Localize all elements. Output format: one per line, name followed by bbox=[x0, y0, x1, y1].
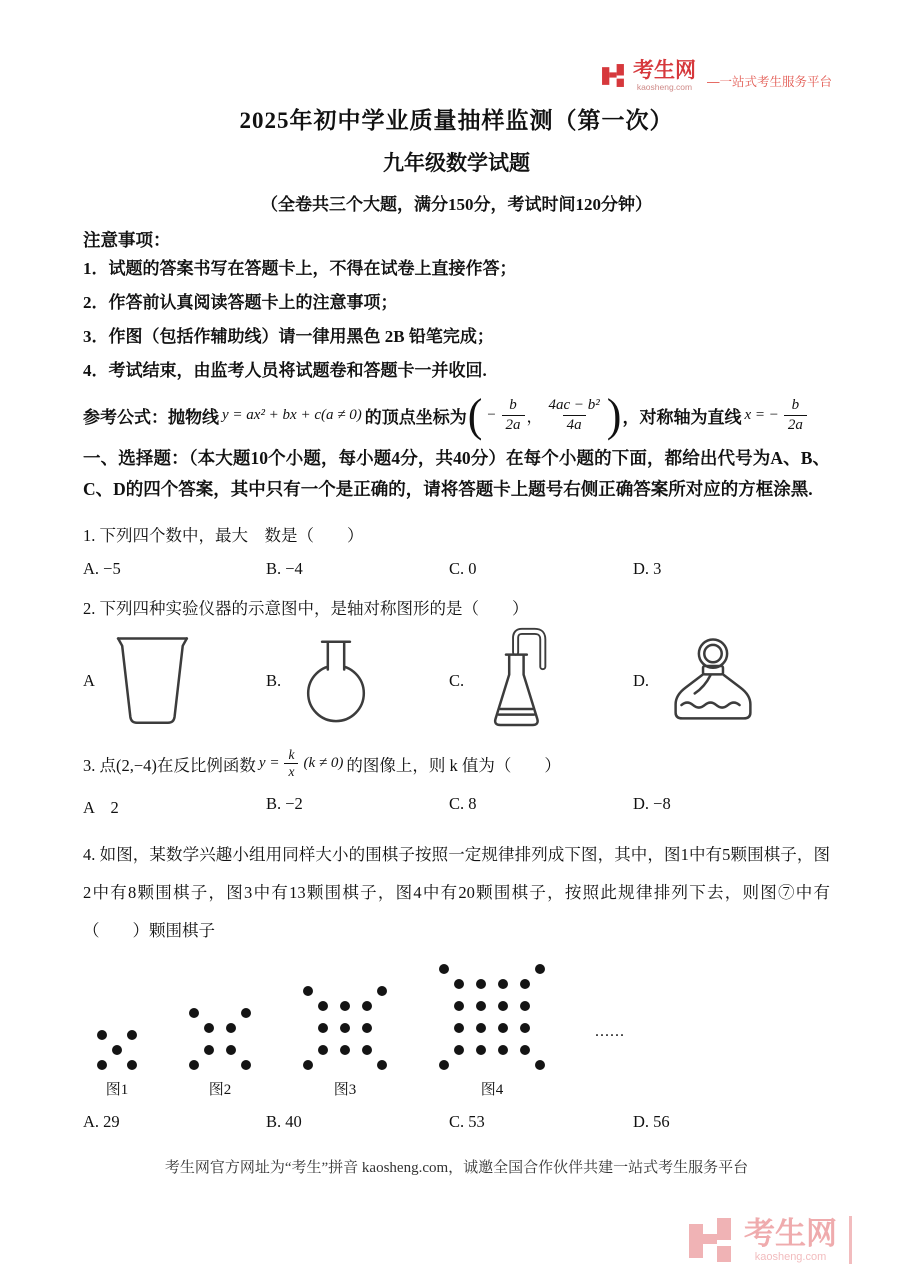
option-c bbox=[449, 627, 633, 735]
q3-equation: y = bbox=[258, 755, 280, 772]
fraction-numerator: b bbox=[791, 397, 800, 413]
option-a: A. 29 bbox=[83, 1112, 120, 1132]
watermark-brand-name: 考生网 bbox=[744, 1215, 837, 1251]
round-flask-icon bbox=[291, 629, 381, 733]
formula-lead: 参考公式：抛物线 bbox=[83, 407, 219, 427]
figure-ellipsis: ...... bbox=[595, 1023, 625, 1041]
formula-tail: ，对称轴为直线 bbox=[622, 407, 742, 427]
option-label: C. bbox=[449, 670, 465, 690]
question-2-options bbox=[83, 627, 830, 735]
kaosheng-logo-icon bbox=[601, 63, 626, 88]
option-d: D. −8 bbox=[633, 794, 671, 814]
q3-condition: (k ≠ 0) bbox=[303, 755, 344, 772]
kaosheng-watermark-icon bbox=[687, 1216, 735, 1264]
figure-label: 图2 bbox=[208, 1082, 232, 1099]
notice-item: 3．作图（包括作辅助线）请一律用黑色 2B 铅笔完成； bbox=[83, 327, 494, 346]
kaosheng-logo bbox=[601, 60, 832, 92]
fraction-denominator: x bbox=[284, 763, 298, 781]
alcohol-lamp-icon bbox=[659, 631, 767, 731]
axis-equation: x = − bbox=[744, 406, 779, 423]
question-4-text: 4. 如图，某数学兴趣小组用同样大小的围棋子按照一定规律排列成下图，其中，图1中有5颗围棋子，图2中有8颗围棋子，图3中有13颗围棋子，图4中有20颗围棋子，按照此规律排列下去，则图⑦中有（ ）颗围棋子 bbox=[83, 845, 830, 941]
fraction-denominator: 2a bbox=[502, 415, 525, 435]
option-label: B. bbox=[266, 670, 282, 690]
option-c: C. 0 bbox=[449, 558, 477, 578]
page-title: 2025年初中学业质量抽样监测（第一次） bbox=[239, 108, 674, 133]
option-d bbox=[633, 631, 830, 731]
option-a: A 2 bbox=[83, 798, 119, 818]
document-body bbox=[0, 102, 900, 1177]
reference-formula bbox=[83, 389, 830, 441]
notice-heading: 注意事项： bbox=[83, 230, 171, 250]
section-1-intro: 一、选择题：（本大题10个小题，每小题4分，共40分）在每个小题的下面，都给出代号为A、B、C、D的四个答案，其中只有一个是正确的，请将答题卡上题号右侧正确答案所对应的方框涂黑. bbox=[83, 447, 830, 499]
go-stones-figure-4 bbox=[437, 962, 547, 1099]
question-3-text bbox=[83, 747, 830, 782]
brand-tagline: —一站式考生服务平台 bbox=[706, 74, 832, 89]
option-d: D. 56 bbox=[633, 1112, 670, 1132]
beaker-icon bbox=[105, 629, 195, 733]
figure-label: 图3 bbox=[333, 1082, 357, 1099]
question-4-options bbox=[83, 1112, 830, 1132]
watermark-name-block bbox=[744, 1215, 837, 1263]
question-4-figures bbox=[83, 962, 830, 1099]
vertex-y-fraction bbox=[545, 396, 604, 435]
fraction-numerator: b bbox=[509, 397, 517, 413]
option-label: A bbox=[83, 670, 95, 690]
brand-name: 考生网 bbox=[632, 59, 696, 82]
fraction-denominator: 2a bbox=[784, 415, 807, 435]
option-label: D. bbox=[633, 670, 650, 690]
axis-fraction bbox=[784, 396, 807, 435]
go-stones-figure-3 bbox=[301, 984, 389, 1099]
kaosheng-watermark bbox=[687, 1216, 852, 1264]
comma: ， bbox=[526, 408, 543, 426]
option-c: C. 8 bbox=[449, 794, 477, 814]
fraction-denominator: 4a bbox=[563, 415, 586, 435]
footer-text: 考生网官方网址为“考生”拼音 kaosheng.com，诚邀全国合作伙伴共建一站式考生服务平台 bbox=[164, 1160, 749, 1177]
exam-meta: （全卷共三个大题，满分150分，考试时间120分钟） bbox=[261, 195, 652, 214]
fraction-numerator: k bbox=[288, 746, 295, 762]
erlenmeyer-tube-icon bbox=[474, 627, 562, 735]
question-3-tail: 的图像上，则 k 值为（ ） bbox=[346, 755, 561, 775]
option-b: B. −2 bbox=[266, 794, 303, 814]
notice-item: 4．考试结束，由监考人员将试题卷和答题卡一并收回. bbox=[83, 361, 487, 380]
minus-sign: − bbox=[486, 406, 497, 423]
close-paren: ) bbox=[606, 389, 622, 441]
figure-label: 图4 bbox=[480, 1082, 504, 1099]
formula-mid: 的顶点坐标为 bbox=[364, 407, 467, 427]
option-b: B. −4 bbox=[266, 558, 303, 578]
option-a: A. −5 bbox=[83, 558, 121, 578]
go-stones-figure-1 bbox=[95, 1028, 139, 1099]
notice-item: 2．作答前认真阅读答题卡上的注意事项； bbox=[83, 293, 398, 312]
option-a bbox=[83, 629, 266, 733]
vertex-x-fraction bbox=[502, 396, 525, 435]
option-b bbox=[266, 629, 449, 733]
fraction-numerator: 4ac − b² bbox=[548, 397, 600, 413]
question-2-text: 2. 下列四种实验仪器的示意图中，是轴对称图形的是（ ） bbox=[83, 598, 529, 618]
question-3-options bbox=[83, 794, 830, 818]
page-subtitle: 九年级数学试题 bbox=[383, 151, 530, 175]
q3-fraction bbox=[284, 747, 298, 782]
notice-item: 1．试题的答案书写在答题卡上，不得在试卷上直接作答； bbox=[83, 259, 517, 278]
notice-list bbox=[83, 252, 830, 388]
open-paren: ( bbox=[467, 389, 483, 441]
figure-label: 图1 bbox=[105, 1082, 129, 1099]
brand-name-block bbox=[633, 60, 696, 92]
question-1-text: 1. 下列四个数中，最大 数是（ ） bbox=[83, 525, 364, 545]
question-3-lead: 3. 点(2,−4)在反比例函数 bbox=[83, 755, 256, 775]
option-c: C. 53 bbox=[449, 1112, 485, 1132]
watermark-brand-domain: kaosheng.com bbox=[754, 1250, 827, 1263]
option-b: B. 40 bbox=[266, 1112, 302, 1132]
brand-domain: kaosheng.com bbox=[636, 82, 693, 92]
option-d: D. 3 bbox=[633, 558, 662, 578]
question-1-options bbox=[83, 559, 830, 579]
formula-polynomial: y = ax² + bx + c(a ≠ 0) bbox=[222, 406, 362, 423]
go-stones-figure-2 bbox=[187, 1006, 253, 1099]
